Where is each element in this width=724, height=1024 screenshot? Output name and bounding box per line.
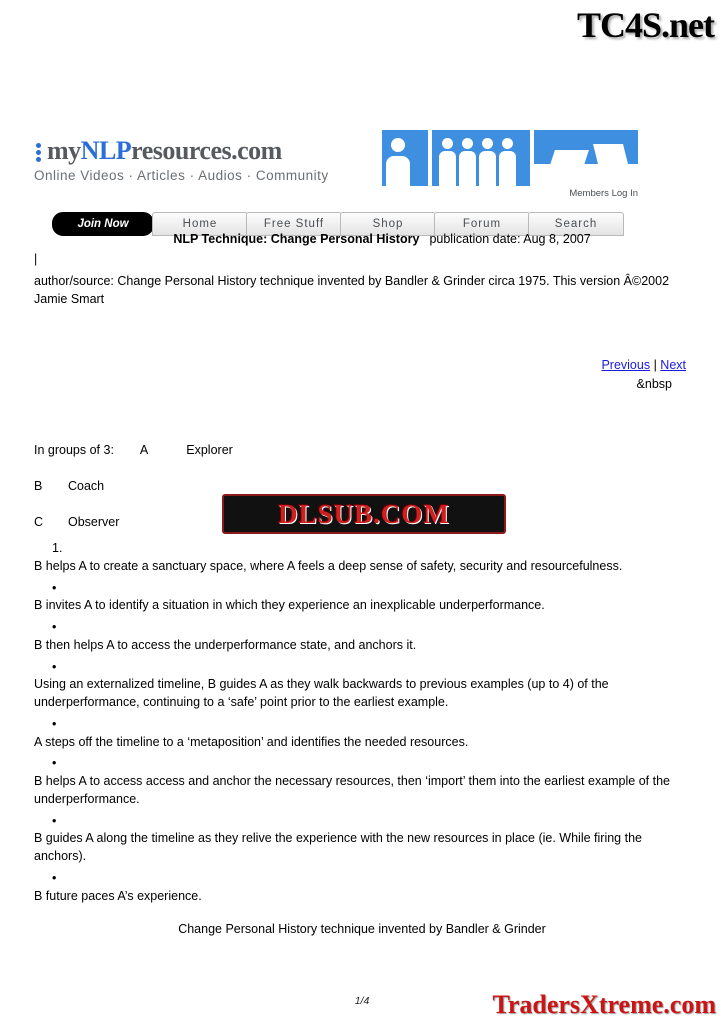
step-marker: • <box>52 870 57 885</box>
list-item <box>34 716 690 752</box>
nav-item-shop[interactable]: Shop <box>340 212 436 236</box>
site-banner <box>34 130 638 208</box>
role-letter-b: B <box>34 479 43 494</box>
list-item <box>34 659 690 712</box>
nav-item-free-stuff[interactable]: Free Stuff <box>246 212 342 236</box>
nav-item-home[interactable]: Home <box>152 212 248 236</box>
logo-dots-icon <box>34 140 47 162</box>
logo-nlp: NLP <box>80 136 132 165</box>
step-text: B helps A to access access and anchor the necessary resources, then ‘import’ them into the earliest example of the underperformance. <box>34 774 670 806</box>
site-logo[interactable] <box>34 136 374 183</box>
page-title: NLP Technique: Change Personal History <box>173 232 420 246</box>
members-login-link[interactable]: Members Log In <box>569 188 638 199</box>
groups-row <box>34 443 724 457</box>
author-source-text: author/source: Change Personal History technique invented by Bandler & Grinder circa 1975. This version Â©2002 Jamie Smart <box>34 274 670 307</box>
banner-photo-landscape <box>534 130 638 186</box>
nav-item-forum[interactable]: Forum <box>434 212 530 236</box>
steps-list <box>34 540 690 909</box>
article-pager <box>0 358 724 372</box>
nav-item-join-now[interactable]: Join Now <box>52 212 154 236</box>
previous-link[interactable]: Previous <box>601 358 651 373</box>
pager-separator: | <box>653 358 657 373</box>
logo-suffix: resources.com <box>131 136 282 165</box>
nav-item-search[interactable]: Search <box>528 212 624 236</box>
step-text: B future paces A’s experience. <box>34 888 202 903</box>
dlsub-watermark: DLSUB.COM <box>222 494 506 534</box>
page-number: 1/4 <box>354 995 370 1007</box>
step-text: B then helps A to access the underperformance state, and anchors it. <box>34 637 417 652</box>
site-tagline: Online Videos · Articles · Audios · Community <box>34 168 329 183</box>
role-label-coach: Coach <box>68 479 105 494</box>
next-link[interactable]: Next <box>660 358 686 373</box>
list-item <box>34 580 690 616</box>
list-item <box>34 540 690 576</box>
logo-prefix: my <box>47 136 81 165</box>
list-item <box>34 870 690 906</box>
tradersxtreme-watermark: TradersXtreme.com <box>492 990 716 1019</box>
groups-letter-a: A <box>139 443 149 458</box>
publication-date: publication date: Aug 8, 2007 <box>429 232 591 246</box>
role-label-observer: Observer <box>68 515 120 530</box>
step-marker: • <box>52 813 57 828</box>
list-item <box>34 755 690 808</box>
groups-role-explorer: Explorer <box>186 443 233 458</box>
step-text: B guides A along the timeline as they relive the experience with the new resources in place (ie. While firing the anchors). <box>34 831 642 863</box>
role-row-b <box>34 479 724 493</box>
banner-photo-person <box>382 130 428 186</box>
step-text: B invites A to identify a situation in which they experience an inexplicable underperformance. <box>34 598 545 613</box>
step-marker: • <box>52 659 57 674</box>
step-text: B helps A to create a sanctuary space, where A feels a deep sense of safety, security and resourcefulness. <box>34 558 623 573</box>
step-marker: • <box>52 716 57 731</box>
step-text: Using an externalized timeline, B guides A as they walk backwards to previous examples (up to 4) of the underperformance, continuing to a ‘safe’ point prior to the earliest example. <box>34 677 609 709</box>
pipe-separator: | <box>34 252 38 266</box>
site-logo-text <box>34 136 374 166</box>
nbsp-text: &nbsp <box>636 377 672 392</box>
closing-attribution: Change Personal History technique invented by Bandler & Grinder <box>178 922 546 936</box>
step-marker: • <box>52 620 57 634</box>
step-text: A steps off the timeline to a ‘metaposition’ and identifies the needed resources. <box>34 734 469 749</box>
groups-label: In groups of 3: <box>34 443 114 458</box>
document-body <box>0 232 724 529</box>
banner-photo-group <box>432 130 530 186</box>
step-marker: 1. <box>52 541 63 555</box>
banner-photo-strip <box>382 130 638 199</box>
list-item <box>34 619 690 655</box>
role-letter-c: C <box>34 515 44 530</box>
tc4s-watermark: TC4S.net <box>576 5 714 45</box>
article-title-row <box>0 232 724 246</box>
list-item <box>34 813 690 866</box>
step-marker: • <box>52 756 57 771</box>
step-marker: • <box>52 580 57 595</box>
